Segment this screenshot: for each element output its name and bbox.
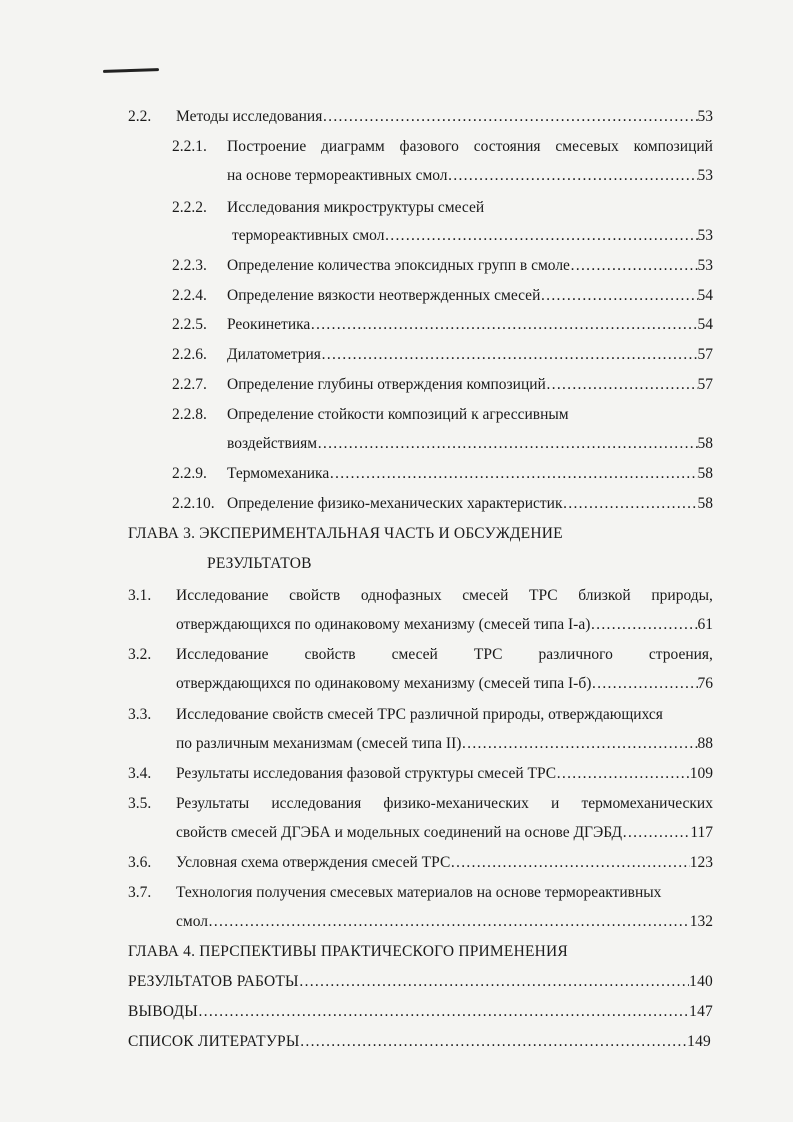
chapter-title: РЕЗУЛЬТАТОВ РАБОТЫ <box>128 973 299 990</box>
toc-entry-3-5-cont[interactable] <box>176 823 713 843</box>
toc-entry-2-2-7[interactable] <box>172 375 713 395</box>
dot-leader <box>321 345 698 365</box>
chapter-4-heading[interactable] <box>128 942 713 962</box>
toc-number: 3.7. <box>128 884 152 901</box>
toc-number: 3.6. <box>128 854 152 871</box>
dot-leader <box>322 107 697 127</box>
toc-title: Определение количества эпоксидных групп в смоле <box>227 257 570 274</box>
toc-page: 140 <box>689 973 713 990</box>
toc-word: смесей <box>391 646 438 663</box>
toc-word: диаграмм <box>321 138 385 155</box>
dot-leader <box>198 1002 689 1022</box>
toc-title: Результаты исследования фазовой структуры смесей ТРС <box>176 765 557 782</box>
toc-entry-2-2-9[interactable] <box>172 464 713 484</box>
toc-title: Дилатометрия <box>227 346 321 363</box>
dot-leader <box>448 166 698 186</box>
toc-page: 54 <box>697 316 713 333</box>
toc-page: 54 <box>697 287 713 304</box>
toc-entry-3-7-cont[interactable] <box>176 912 713 932</box>
toc-number: 3.5. <box>128 795 152 812</box>
toc-number: 3.1. <box>128 587 152 604</box>
toc-word: термомеханических <box>581 795 713 812</box>
toc-title: Технология получения смесевых материалов на основе термореактивных <box>176 884 662 901</box>
toc-title: свойств смесей ДГЭБА и модельных соединений на основе ДГЭБД <box>176 824 623 841</box>
toc-title: отверждающихся по одинаковому механизму (смесей типа I-а) <box>176 616 591 633</box>
toc-title: Определение вязкости неотвержденных смесей <box>227 287 541 304</box>
chapter-4-heading-cont[interactable] <box>128 972 713 992</box>
toc-page: 53 <box>697 257 713 274</box>
toc-page: 53 <box>697 108 713 125</box>
toc-number: 2.2. <box>128 108 152 125</box>
toc-entry-2-2-2-cont[interactable] <box>232 226 713 246</box>
toc-title: Реокинетика <box>227 316 311 333</box>
toc-entry-3-5[interactable] <box>128 794 713 814</box>
toc-word: Исследование <box>176 587 269 604</box>
scan-artifact-mark <box>103 68 159 73</box>
toc-entry-2-2-1-cont[interactable] <box>227 166 713 186</box>
toc-number: 2.2.8. <box>172 406 207 423</box>
toc-title: Определение глубины отверждения композиций <box>227 376 546 393</box>
toc-page: 109 <box>689 765 713 782</box>
dot-leader <box>384 226 697 246</box>
toc-number: 3.4. <box>128 765 152 782</box>
toc-page: 53 <box>697 167 713 184</box>
toc-page: 61 <box>697 616 713 633</box>
toc-word: физико-механических <box>383 795 529 812</box>
toc-number: 2.2.2. <box>172 199 207 216</box>
toc-title: Термомеханика <box>227 465 330 482</box>
dot-leader <box>450 853 689 873</box>
dot-leader <box>556 764 690 784</box>
toc-word: близкой <box>578 587 631 604</box>
toc-page: 123 <box>689 854 713 871</box>
toc-page: 132 <box>689 913 713 930</box>
toc-title: отверждающихся по одинаковому механизму (смесей типа I-б) <box>176 675 592 692</box>
toc-word: Результаты <box>176 795 250 812</box>
chapter-3-heading-cont <box>207 554 707 574</box>
toc-number: 2.2.4. <box>172 287 207 304</box>
toc-entry-3-6[interactable] <box>128 853 713 873</box>
dot-leader <box>622 823 690 843</box>
toc-page: 149 <box>687 1033 711 1050</box>
dot-leader <box>329 464 697 484</box>
toc-entry-2-2-4[interactable] <box>172 286 713 306</box>
toc-entry-2-2-6[interactable] <box>172 345 713 365</box>
toc-page: 58 <box>697 465 713 482</box>
toc-entry-3-1-cont[interactable] <box>176 615 713 635</box>
toc-word: фазового <box>399 138 459 155</box>
dot-leader <box>317 434 697 454</box>
toc-word: свойств <box>304 646 356 663</box>
toc-entry-3-4[interactable] <box>128 764 713 784</box>
toc-word: природы, <box>651 587 713 604</box>
toc-number: 2.2.7. <box>172 376 207 393</box>
toc-word: состояния <box>473 138 541 155</box>
toc-word: различного <box>538 646 613 663</box>
dot-leader <box>591 674 697 694</box>
toc-title: смол <box>176 913 208 930</box>
toc-entry-3-1[interactable] <box>128 586 713 606</box>
toc-word: свойств <box>289 587 341 604</box>
toc-page: 117 <box>690 824 713 841</box>
toc-word: Исследование <box>176 646 269 663</box>
dot-leader <box>570 256 698 276</box>
toc-entry-3-2[interactable] <box>128 645 713 665</box>
chapter-3-heading[interactable] <box>128 524 713 544</box>
toc-number: 3.3. <box>128 706 152 723</box>
chapter-title: ГЛАВА 4. ПЕРСПЕКТИВЫ ПРАКТИЧЕСКОГО ПРИМЕНЕНИЯ <box>128 943 568 960</box>
toc-entry-2-2-8-cont[interactable] <box>227 434 713 454</box>
toc-word: смесевых <box>555 138 619 155</box>
toc-entry-conclusions[interactable] <box>128 1002 713 1022</box>
toc-word: и <box>551 795 560 812</box>
toc-title: Определение физико-механических характеристик <box>227 495 563 512</box>
toc-title: Условная схема отверждения смесей ТРС <box>176 854 451 871</box>
toc-number: 2.2.5. <box>172 316 207 333</box>
toc-number: 3.2. <box>128 646 152 663</box>
toc-title: термореактивных смол <box>232 227 385 244</box>
dot-leader <box>563 494 698 514</box>
dot-leader <box>208 912 690 932</box>
toc-page: 53 <box>697 227 713 244</box>
toc-entry-2-2-1[interactable] <box>172 137 713 157</box>
toc-entry-2-2-10[interactable] <box>172 494 713 514</box>
toc-title: по различным механизмам (смесей типа II) <box>176 735 462 752</box>
toc-entry-3-3[interactable] <box>128 705 713 725</box>
toc-entry-2-2-5[interactable] <box>172 315 713 335</box>
toc-number: 2.2.1. <box>172 138 207 155</box>
chapter-title: РЕЗУЛЬТАТОВ <box>207 555 312 572</box>
toc-number: 2.2.10. <box>172 495 215 512</box>
toc-title: Методы исследования <box>176 108 323 125</box>
toc-title: Определение стойкости композиций к агрессивным <box>227 406 569 423</box>
toc-page: 76 <box>697 675 713 692</box>
toc-entry-3-7[interactable] <box>128 883 713 903</box>
toc-number: 2.2.9. <box>172 465 207 482</box>
dot-leader <box>590 615 697 635</box>
toc-entry-references[interactable] <box>128 1032 711 1052</box>
toc-page: 88 <box>697 735 713 752</box>
toc-title: Исследование свойств смесей ТРС различной природы, отверждающихся <box>176 706 663 723</box>
toc-page: 147 <box>689 1003 713 1020</box>
dot-leader <box>546 375 698 395</box>
toc-entry-2-2-3[interactable] <box>172 256 713 276</box>
toc-entry-2-2-8[interactable] <box>172 405 713 425</box>
toc-word: смесей <box>462 587 509 604</box>
toc-entry-3-3-cont[interactable] <box>176 734 713 754</box>
dot-leader <box>299 972 689 992</box>
toc-word: Построение <box>227 138 307 155</box>
toc-entry-2-2[interactable] <box>128 107 713 127</box>
toc-entry-3-2-cont[interactable] <box>176 674 713 694</box>
toc-page: 57 <box>697 376 713 393</box>
toc-word: однофазных <box>360 587 442 604</box>
toc-title: СПИСОК ЛИТЕРАТУРЫ <box>128 1033 300 1050</box>
dot-leader <box>461 734 697 754</box>
toc-title: воздействиям <box>227 435 318 452</box>
toc-word: композиций <box>633 138 713 155</box>
toc-page: 58 <box>697 495 713 512</box>
dot-leader <box>540 286 697 306</box>
dot-leader <box>310 315 697 335</box>
chapter-title: ГЛАВА 3. ЭКСПЕРИМЕНТАЛЬНАЯ ЧАСТЬ И ОБСУЖДЕНИЕ <box>128 525 563 542</box>
toc-entry-2-2-2[interactable] <box>172 198 713 218</box>
toc-number: 2.2.6. <box>172 346 207 363</box>
toc-title: ВЫВОДЫ <box>128 1003 198 1020</box>
toc-word: строения, <box>648 646 713 663</box>
toc-word: исследования <box>271 795 362 812</box>
toc-word: ТРС <box>529 587 558 604</box>
toc-page: 57 <box>697 346 713 363</box>
toc-title: Исследования микроструктуры смесей <box>227 199 485 216</box>
toc-word: ТРС <box>473 646 503 663</box>
toc-number: 2.2.3. <box>172 257 207 274</box>
dot-leader <box>300 1032 688 1052</box>
toc-title: на основе термореактивных смол <box>227 167 448 184</box>
toc-page: 58 <box>697 435 713 452</box>
